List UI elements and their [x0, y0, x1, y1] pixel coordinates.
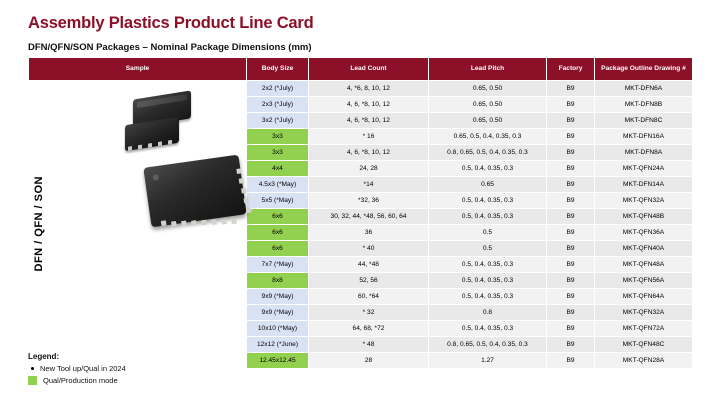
- cell-lead-count: 4, *6, 8, 10, 12: [309, 81, 429, 97]
- cell-body-size: 4.5x3 (*May): [247, 177, 309, 193]
- cell-lead-pitch: 0.5, 0.4, 0.35, 0.3: [429, 209, 547, 225]
- cell-factory: B9: [547, 321, 595, 337]
- cell-drawing: MKT-QFN32A: [595, 305, 693, 321]
- cell-drawing: MKT-DFN6A: [595, 81, 693, 97]
- cell-body-size: 6x6: [247, 225, 309, 241]
- cell-drawing: MKT-QFN48B: [595, 209, 693, 225]
- cell-body-size: 9x9 (*May): [247, 305, 309, 321]
- cell-factory: B9: [547, 209, 595, 225]
- cell-factory: B9: [547, 273, 595, 289]
- cell-body-size: 4x4: [247, 161, 309, 177]
- legend-item-label: New Tool up/Qual in 2024: [40, 364, 126, 373]
- table-row: [29, 81, 693, 97]
- cell-drawing: MKT-QFN32A: [595, 193, 693, 209]
- cell-factory: B9: [547, 113, 595, 129]
- bullet-icon: [31, 367, 34, 370]
- cell-lead-pitch: 0.8: [429, 305, 547, 321]
- cell-body-size: 12.45x12.45: [247, 353, 309, 369]
- cell-lead-pitch: 1.27: [429, 353, 547, 369]
- cell-lead-count: 52, 56: [309, 273, 429, 289]
- cell-lead-pitch: 0.5, 0.4, 0.35, 0.3: [429, 161, 547, 177]
- column-header-factory: Factory: [547, 58, 595, 81]
- cell-drawing: MKT-QFN28A: [595, 353, 693, 369]
- column-header-lead-pitch: Lead Pitch: [429, 58, 547, 81]
- cell-lead-pitch: 0.65, 0.50: [429, 113, 547, 129]
- sample-images-cell: [51, 81, 247, 369]
- cell-lead-count: 4, 6, *8, 10, 12: [309, 97, 429, 113]
- page-title: Assembly Plastics Product Line Card: [28, 14, 314, 32]
- cell-lead-count: 4, 6, *8, 10, 12: [309, 113, 429, 129]
- cell-factory: B9: [547, 193, 595, 209]
- cell-factory: B9: [547, 337, 595, 353]
- qfn-package-photo-3: [143, 155, 246, 228]
- cell-drawing: MKT-QFN72A: [595, 321, 693, 337]
- cell-lead-pitch: 0.65, 0.50: [429, 97, 547, 113]
- row-group-label: DFN / QFN / SON: [33, 175, 46, 272]
- cell-lead-count: 30, 32, 44, *48, 56, 60, 64: [309, 209, 429, 225]
- cell-body-size: 3x3: [247, 145, 309, 161]
- cell-drawing: MKT-QFN64A: [595, 289, 693, 305]
- cell-lead-pitch: 0.5, 0.4, 0.35, 0.3: [429, 321, 547, 337]
- table-header-row: [29, 58, 693, 81]
- cell-drawing: MKT-QFN56A: [595, 273, 693, 289]
- cell-lead-pitch: 0.65: [429, 177, 547, 193]
- row-group-label-cell: [29, 81, 51, 369]
- cell-drawing: MKT-DFN8C: [595, 113, 693, 129]
- cell-lead-pitch: 0.65, 0.50: [429, 81, 547, 97]
- cell-body-size: 6x6: [247, 241, 309, 257]
- cell-lead-count: 64, 68, *72: [309, 321, 429, 337]
- legend-item-label: Qual/Production mode: [43, 376, 118, 385]
- cell-lead-count: 36: [309, 225, 429, 241]
- legend-title: Legend:: [28, 352, 60, 361]
- cell-lead-count: 4, 6, *8, 10, 12: [309, 145, 429, 161]
- pin1-dot: [152, 174, 159, 181]
- cell-body-size: 2x3 (*July): [247, 97, 309, 113]
- cell-lead-pitch: 0.5: [429, 225, 547, 241]
- cell-factory: B9: [547, 177, 595, 193]
- cell-lead-count: 60, *64: [309, 289, 429, 305]
- cell-drawing: MKT-DFN8B: [595, 97, 693, 113]
- column-header-sample: Sample: [29, 58, 247, 81]
- cell-lead-pitch: 0.5, 0.4, 0.35, 0.3: [429, 289, 547, 305]
- cell-body-size: 7x7 (*May): [247, 257, 309, 273]
- cell-lead-count: 44, *48: [309, 257, 429, 273]
- cell-factory: B9: [547, 81, 595, 97]
- cell-drawing: MKT-QFN36A: [595, 225, 693, 241]
- cell-lead-count: * 40: [309, 241, 429, 257]
- legend-item-qual-production: [28, 376, 126, 385]
- page-subtitle: DFN/QFN/SON Packages – Nominal Package Dimensions (mm): [28, 42, 312, 53]
- cell-lead-count: 24, 28: [309, 161, 429, 177]
- cell-lead-pitch: 0.8, 0.65, 0.5, 0.4, 0.35, 0.3: [429, 337, 547, 353]
- cell-factory: B9: [547, 257, 595, 273]
- legend: [28, 352, 126, 388]
- cell-lead-count: * 16: [309, 129, 429, 145]
- cell-factory: B9: [547, 305, 595, 321]
- green-swatch-icon: [28, 376, 37, 385]
- cell-factory: B9: [547, 241, 595, 257]
- cell-factory: B9: [547, 225, 595, 241]
- package-table-container: [28, 57, 692, 369]
- cell-lead-count: * 48: [309, 337, 429, 353]
- cell-drawing: MKT-QFN40A: [595, 241, 693, 257]
- cell-drawing: MKT-QFN48C: [595, 337, 693, 353]
- cell-body-size: 5x5 (*May): [247, 193, 309, 209]
- cell-factory: B9: [547, 145, 595, 161]
- cell-body-size: 3x3: [247, 129, 309, 145]
- column-header-drawing: Package Outline Drawing #: [595, 58, 693, 81]
- cell-lead-count: *14: [309, 177, 429, 193]
- cell-drawing: MKT-QFN24A: [595, 161, 693, 177]
- cell-lead-count: *32, 36: [309, 193, 429, 209]
- cell-body-size: 6x6: [247, 209, 309, 225]
- cell-factory: B9: [547, 289, 595, 305]
- cell-drawing: MKT-DFN8A: [595, 145, 693, 161]
- cell-body-size: 8x8: [247, 273, 309, 289]
- cell-lead-pitch: 0.5: [429, 241, 547, 257]
- cell-lead-pitch: 0.5, 0.4, 0.35, 0.3: [429, 273, 547, 289]
- cell-lead-count: 28: [309, 353, 429, 369]
- table-header: [29, 58, 693, 81]
- column-header-body-size: Body Size: [247, 58, 309, 81]
- cell-drawing: MKT-DFN16A: [595, 129, 693, 145]
- cell-lead-pitch: 0.5, 0.4, 0.35, 0.3: [429, 193, 547, 209]
- cell-body-size: 3x2 (*July): [247, 113, 309, 129]
- cell-drawing: MKT-QFN48A: [595, 257, 693, 273]
- cell-lead-pitch: 0.8, 0.65, 0.5, 0.4, 0.35, 0.3: [429, 145, 547, 161]
- cell-factory: B9: [547, 353, 595, 369]
- cell-lead-pitch: 0.65, 0.5, 0.4, 0.35, 0.3: [429, 129, 547, 145]
- column-header-lead-count: Lead Count: [309, 58, 429, 81]
- cell-body-size: 10x10 (*May): [247, 321, 309, 337]
- cell-factory: B9: [547, 97, 595, 113]
- cell-body-size: 2x2 (*July): [247, 81, 309, 97]
- legend-item-new-tool: [28, 364, 126, 373]
- table-body: [29, 81, 693, 369]
- cell-body-size: 12x12 (*June): [247, 337, 309, 353]
- cell-lead-pitch: 0.5, 0.4, 0.35, 0.3: [429, 257, 547, 273]
- cell-lead-count: * 32: [309, 305, 429, 321]
- cell-factory: B9: [547, 161, 595, 177]
- cell-drawing: MKT-DFN14A: [595, 177, 693, 193]
- package-table: [28, 57, 693, 369]
- cell-factory: B9: [547, 129, 595, 145]
- cell-body-size: 9x9 (*May): [247, 289, 309, 305]
